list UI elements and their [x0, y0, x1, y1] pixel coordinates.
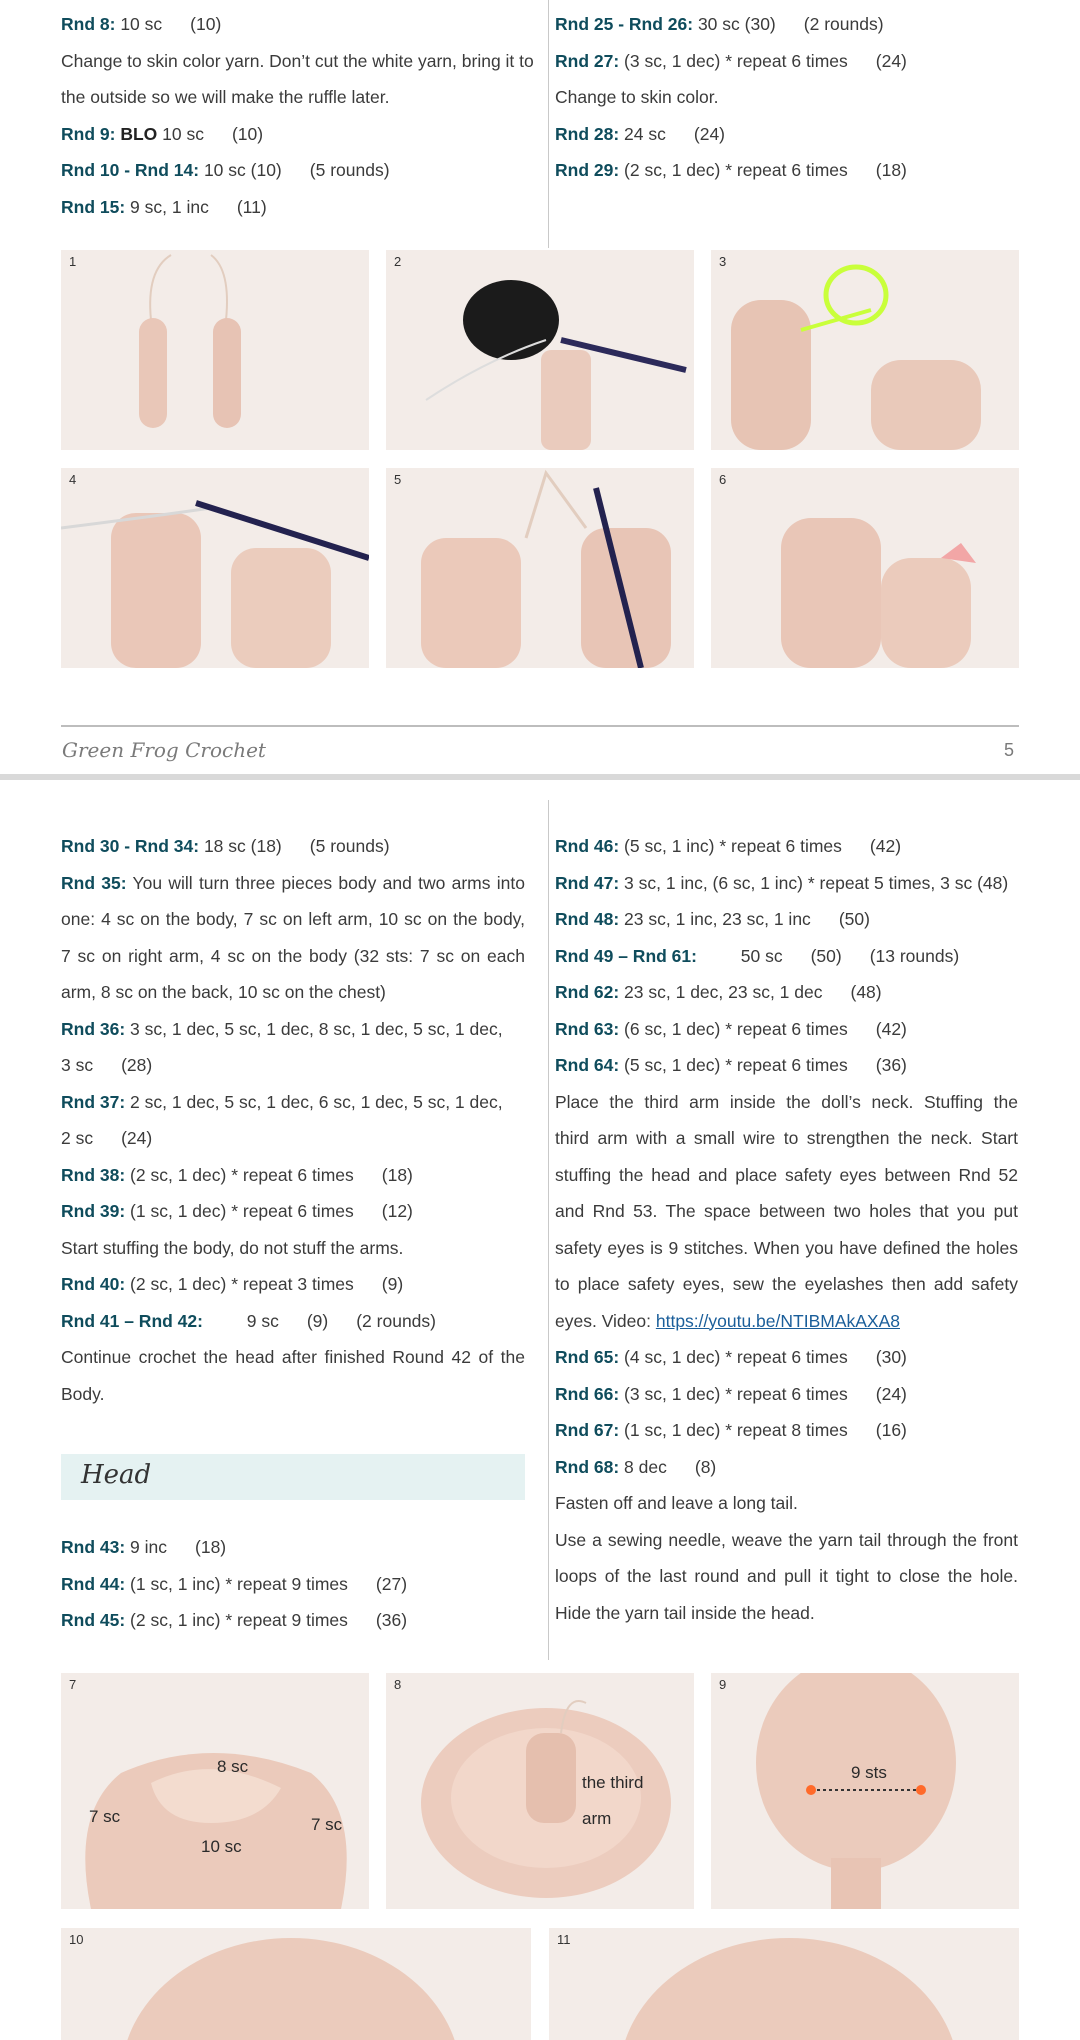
round-label: Rnd 25 - Rnd 26:	[555, 14, 694, 34]
stitch-count: (10)	[231, 123, 264, 144]
round-repeat-note: (5 rounds)	[309, 836, 390, 856]
instruction-text: 24 sc	[619, 123, 666, 144]
photo-9	[711, 1673, 1019, 1909]
instruction-text: Place the third arm inside the doll’s neck. Stuffing the	[555, 1091, 1018, 1112]
stitch-count: (50)	[838, 909, 870, 929]
photo-10	[61, 1928, 531, 2040]
photo-4	[61, 468, 369, 668]
instruction-text: Continue crochet the head after finished Round 42 of the	[61, 1347, 525, 1367]
instruction-text: 2 sc	[61, 1128, 94, 1148]
stitch-count: (9)	[306, 1310, 329, 1331]
section-header-head	[61, 1454, 525, 1500]
pattern-line	[61, 1084, 525, 1121]
pattern-line	[555, 865, 1018, 902]
pattern-line	[555, 1157, 1018, 1194]
instruction-text: 9 inc	[125, 1537, 168, 1557]
pattern-line	[61, 1266, 525, 1303]
pattern-line	[61, 6, 531, 43]
footer-rule	[61, 725, 1019, 727]
round-label: Rnd 28:	[555, 123, 620, 144]
head-rounds	[61, 1529, 525, 1639]
pattern-line	[61, 974, 525, 1011]
round-label: Rnd 65:	[555, 1347, 620, 1367]
photo-2	[386, 250, 694, 450]
stitch-count: (30)	[875, 1347, 907, 1367]
round-label: Rnd 36:	[61, 1018, 126, 1039]
round-label: Rnd 39:	[61, 1201, 126, 1221]
round-repeat-note: (5 rounds)	[309, 160, 390, 180]
photo-8	[386, 1673, 694, 1909]
instruction-text: Fasten off and leave a long tail.	[555, 1493, 798, 1513]
stitch-count: (8)	[694, 1456, 717, 1477]
left-column	[61, 828, 525, 1412]
pattern-line	[555, 152, 1025, 189]
pattern-line	[555, 1266, 1018, 1303]
label-7sc-left: 7 sc	[89, 1807, 121, 1826]
pattern-line	[61, 865, 525, 902]
label-8sc: 8 sc	[217, 1757, 249, 1776]
instruction-text: one: 4 sc on the body, 7 sc on left arm, 10 sc on the body,	[61, 909, 525, 929]
pattern-line	[555, 1339, 1018, 1376]
instruction-text: (5 sc, 1 inc) * repeat 6 times	[619, 836, 842, 856]
pattern-line	[61, 79, 531, 116]
round-label: Rnd 10 - Rnd 14:	[61, 160, 200, 180]
photo-3	[711, 250, 1019, 450]
round-label: Rnd 44:	[61, 1573, 126, 1594]
round-label: Rnd 49 – Rnd 61:	[555, 945, 697, 966]
stitch-count: (24)	[693, 123, 726, 144]
stitch-count: (24)	[875, 50, 907, 71]
instruction-text: 10 sc (10)	[199, 160, 282, 180]
pattern-line	[555, 1230, 1018, 1267]
instruction-text: 10 sc	[115, 14, 163, 34]
round-label: Rnd 30 - Rnd 34:	[61, 836, 200, 856]
stitch-count: (11)	[236, 196, 267, 217]
pattern-line	[555, 1084, 1018, 1121]
pattern-line	[555, 1595, 1018, 1632]
stitch-count: (28)	[121, 1055, 153, 1075]
stitch-count: (18)	[381, 1164, 413, 1185]
round-label: Rnd 15:	[61, 196, 126, 217]
stitch-count: (10)	[190, 14, 222, 34]
photo-7	[61, 1673, 369, 1909]
pattern-line	[555, 1011, 1018, 1048]
instruction-text: (4 sc, 1 dec) * repeat 6 times	[619, 1347, 848, 1367]
left-column	[61, 6, 534, 225]
instruction-text: to place safety eyes, sew the eyelashes then add safety	[555, 1274, 1018, 1294]
round-label: Rnd 47:	[555, 872, 620, 893]
stitch-modifier: BLO	[115, 123, 158, 144]
stitch-count: (24)	[875, 1383, 907, 1404]
round-label: Rnd 66:	[555, 1383, 620, 1404]
round-repeat-note: (2 rounds)	[803, 14, 884, 34]
right-column	[555, 6, 1025, 189]
instruction-text: (1 sc, 1 dec) * repeat 8 times	[619, 1420, 848, 1440]
column-divider	[548, 800, 549, 1660]
instruction-text: Change to skin color yarn. Don’t cut the white yarn, bring it to	[61, 50, 534, 71]
pattern-line	[61, 1303, 525, 1340]
pattern-line	[61, 1011, 525, 1048]
photo-number: 3	[719, 254, 727, 269]
round-repeat-note: (2 rounds)	[356, 1310, 436, 1331]
pattern-line	[61, 1047, 525, 1084]
instruction-text: the outside so we will make the ruffle later.	[61, 87, 390, 107]
round-label: Rnd 45:	[61, 1610, 126, 1630]
instruction-text: loops of the last round and pull it tight to close the hole.	[555, 1566, 1018, 1586]
round-label: Rnd 8:	[61, 14, 116, 34]
instruction-text: (3 sc, 1 dec) * repeat 6 times	[619, 50, 848, 71]
instruction-text: 7 sc on right arm, 4 sc on the body (32 sts: 7 sc on each	[61, 945, 525, 966]
stitch-count: (50)	[810, 945, 842, 966]
stitch-count: (18)	[875, 160, 907, 180]
round-label: Rnd 63:	[555, 1018, 620, 1039]
pattern-line	[555, 1485, 1018, 1522]
instruction-text: 30 sc (30)	[693, 14, 776, 34]
round-label: Rnd 64:	[555, 1055, 620, 1075]
label-third-arm: the third arm	[582, 1773, 644, 1828]
pattern-line	[555, 1449, 1018, 1486]
instruction-text: Body.	[61, 1383, 105, 1404]
label-7sc-right: 7 sc	[311, 1815, 343, 1834]
stitch-count: (16)	[875, 1420, 907, 1440]
instruction-text: 50 sc	[696, 945, 783, 966]
round-label: Rnd 37:	[61, 1091, 126, 1112]
stitch-count: (48)	[850, 982, 882, 1002]
pattern-line	[61, 1376, 525, 1413]
instruction-text: Change to skin color.	[555, 87, 719, 107]
pattern-line	[555, 1047, 1018, 1084]
instruction-text: Start stuffing the body, do not stuff the arms.	[61, 1237, 404, 1258]
section-title: Head	[81, 1460, 152, 1490]
round-label: Rnd 29:	[555, 160, 620, 180]
pattern-line	[555, 1412, 1018, 1449]
page-5	[0, 780, 1080, 2040]
pattern-line	[61, 1566, 525, 1603]
pattern-line	[555, 1193, 1018, 1230]
pattern-line	[61, 152, 531, 189]
page-4	[0, 0, 1080, 774]
pattern-line	[555, 1120, 1018, 1157]
round-label: Rnd 46:	[555, 836, 620, 856]
brand-name: Green Frog Crochet	[62, 738, 266, 762]
instruction-text: 3 sc	[61, 1055, 94, 1075]
round-label: Rnd 27:	[555, 50, 620, 71]
stitch-count: (36)	[875, 1055, 907, 1075]
instruction-text: third arm with a small wire to strengthen the neck. Start	[555, 1128, 1018, 1148]
stitch-count: (18)	[195, 1537, 227, 1557]
label-9sts: 9 sts	[851, 1763, 887, 1782]
photo-number: 7	[69, 1677, 77, 1692]
round-label: Rnd 35:	[61, 872, 127, 893]
instruction-text: 9 sc	[202, 1310, 279, 1331]
round-label: Rnd 38:	[61, 1164, 126, 1185]
instruction-text: Hide the yarn tail inside the head.	[555, 1602, 815, 1623]
video-link[interactable]: https://youtu.be/NTIBMAkAXA8	[655, 1310, 900, 1331]
instruction-text: stuffing the head and place safety eyes between Rnd 52	[555, 1164, 1018, 1185]
pattern-line	[555, 974, 1018, 1011]
pattern-line	[555, 1558, 1018, 1595]
photo-number: 5	[394, 472, 402, 487]
pattern-line	[61, 116, 531, 153]
instruction-text: 3 sc, 1 inc, (6 sc, 1 inc) * repeat 5 times, 3 sc (48)	[619, 872, 1009, 893]
instruction-text: eyes. Video:	[555, 1310, 656, 1331]
instruction-text: 2 sc, 1 dec, 5 sc, 1 dec, 6 sc, 1 dec, 5 sc, 1 dec,	[125, 1091, 503, 1112]
round-label: Rnd 41 – Rnd 42:	[61, 1310, 203, 1331]
pattern-line	[61, 1157, 525, 1194]
instruction-text: (1 sc, 1 inc) * repeat 9 times	[125, 1573, 348, 1594]
photo-number: 6	[719, 472, 727, 487]
round-label: Rnd 62:	[555, 982, 620, 1002]
pattern-line	[61, 1193, 525, 1230]
stitch-count: (42)	[875, 1018, 907, 1039]
instruction-text: You will turn three pieces body and two arms into	[126, 872, 525, 893]
pattern-line	[555, 901, 1018, 938]
stitch-count: (42)	[869, 836, 902, 856]
round-label: Rnd 9:	[61, 123, 116, 144]
pattern-line	[61, 828, 525, 865]
pattern-line	[61, 1120, 525, 1157]
pattern-line	[555, 116, 1025, 153]
photo-number: 2	[394, 254, 402, 269]
pattern-line	[61, 1529, 525, 1566]
instruction-text: (2 sc, 1 dec) * repeat 3 times	[125, 1274, 354, 1294]
instruction-text: 10 sc	[157, 123, 204, 144]
stitch-count: (36)	[375, 1610, 408, 1630]
pattern-line	[61, 938, 525, 975]
photo-1	[61, 250, 369, 450]
pattern-line	[555, 43, 1025, 80]
round-label: Rnd 68:	[555, 1456, 620, 1477]
photo-number: 9	[719, 1677, 727, 1692]
round-label: Rnd 48:	[555, 909, 620, 929]
page-number: 5	[1003, 740, 1014, 760]
photo-5	[386, 468, 694, 668]
stitch-count: (12)	[381, 1201, 413, 1221]
instruction-text: (1 sc, 1 dec) * repeat 6 times	[125, 1201, 354, 1221]
round-repeat-note: (13 rounds)	[869, 945, 960, 966]
round-label: Rnd 43:	[61, 1537, 126, 1557]
instruction-text: 23 sc, 1 inc, 23 sc, 1 inc	[619, 909, 811, 929]
instruction-text: and Rnd 53. The space between two holes that you put	[555, 1201, 1018, 1221]
pattern-line	[555, 79, 1025, 116]
pattern-line	[61, 1230, 525, 1267]
instruction-text: arm, 8 sc on the back, 10 sc on the chest)	[61, 982, 386, 1002]
instruction-text: (5 sc, 1 dec) * repeat 6 times	[619, 1055, 848, 1075]
stitch-count: (24)	[121, 1128, 153, 1148]
pattern-line	[555, 828, 1018, 865]
instruction-text: Use a sewing needle, weave the yarn tail through the front	[555, 1529, 1018, 1550]
photo-6	[711, 468, 1019, 668]
column-divider	[548, 0, 549, 248]
photo-number: 11	[557, 1932, 571, 1947]
instruction-text: (3 sc, 1 dec) * repeat 6 times	[619, 1383, 848, 1404]
pattern-line	[555, 1303, 1018, 1340]
pattern-line	[555, 1522, 1018, 1559]
instruction-text: (6 sc, 1 dec) * repeat 6 times	[619, 1018, 848, 1039]
instruction-text: 18 sc (18)	[199, 836, 282, 856]
stitch-count: (27)	[375, 1573, 408, 1594]
instruction-text: (2 sc, 1 dec) * repeat 6 times	[125, 1164, 354, 1185]
instruction-text: safety eyes is 9 stitches. When you have defined the holes	[555, 1237, 1018, 1258]
instruction-text: 3 sc, 1 dec, 5 sc, 1 dec, 8 sc, 1 dec, 5 sc, 1 dec,	[125, 1018, 503, 1039]
pattern-line	[555, 6, 1025, 43]
instruction-text: 23 sc, 1 dec, 23 sc, 1 dec	[619, 982, 823, 1002]
instruction-text: 9 sc, 1 inc	[125, 196, 209, 217]
photo-number: 4	[69, 472, 77, 487]
pattern-line	[61, 189, 531, 226]
instruction-text: (2 sc, 1 dec) * repeat 6 times	[619, 160, 848, 180]
photo-number: 1	[69, 254, 77, 269]
right-column	[555, 828, 1018, 1631]
pattern-line	[61, 1602, 525, 1639]
label-10sc: 10 sc	[201, 1837, 242, 1856]
pattern-line	[555, 938, 1018, 975]
pattern-line	[61, 901, 525, 938]
instruction-text: (2 sc, 1 inc) * repeat 9 times	[125, 1610, 348, 1630]
round-label: Rnd 67:	[555, 1420, 620, 1440]
photo-11	[549, 1928, 1019, 2040]
pattern-line	[61, 1339, 525, 1376]
stitch-count: (9)	[381, 1274, 404, 1294]
instruction-text: 8 dec	[619, 1456, 667, 1477]
round-label: Rnd 40:	[61, 1274, 126, 1294]
photo-number: 10	[69, 1932, 84, 1947]
pattern-line	[555, 1376, 1018, 1413]
pattern-line	[61, 43, 534, 80]
photo-number: 8	[394, 1677, 402, 1692]
